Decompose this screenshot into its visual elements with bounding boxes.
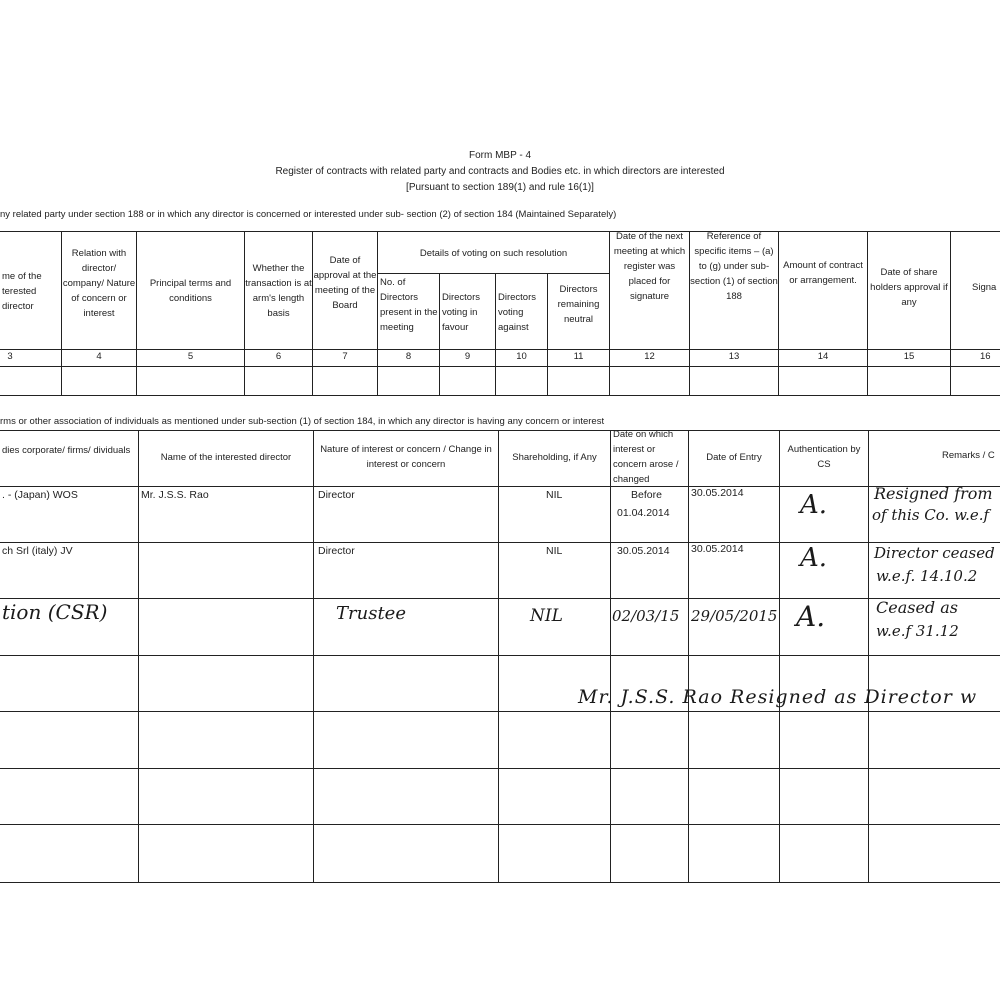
- row3-remarks-line2: w.e.f 31.12: [876, 622, 959, 640]
- s1-colnum: 7: [342, 351, 348, 362]
- row3-nature: Trustee: [336, 603, 406, 624]
- s1-header-relation: Relation with director/ company/ Nature of concern or interest: [62, 248, 136, 319]
- row1-signature: A.: [800, 490, 828, 520]
- s1-header-reference: Reference of specific items – (a) to (g) under sub-section (1) of section 188: [690, 231, 778, 302]
- s1-colnum: 8: [405, 351, 412, 362]
- row2-remarks-line1: Director ceased: [874, 544, 995, 562]
- row1-remarks-line2: of this Co. w.e.f: [872, 506, 990, 524]
- row2-shareholding: NIL: [546, 545, 563, 557]
- row3-shareholding: NIL: [530, 606, 563, 626]
- row1-date-interest-line1: Before: [631, 489, 662, 501]
- row2-nature: Director: [318, 545, 355, 557]
- row3-body: tion (CSR): [2, 600, 108, 624]
- s1-header-directors-present: No. of Directors present in the meeting: [380, 277, 438, 333]
- s1-colnum: 3: [7, 351, 13, 362]
- row2-body: ch Srl (italy) JV: [2, 545, 73, 557]
- form-subtitle: Register of contracts with related party and contracts and Bodies etc. in which directors are interested: [275, 166, 725, 177]
- s2-header-nature: Nature of interest or concern / Change in interest or concern: [320, 444, 492, 470]
- s2-header-date-interest: Date on which interest or concern arose / changed: [613, 429, 679, 485]
- row1-body: . - (Japan) WOS: [2, 489, 78, 501]
- s1-header-voting-against: Directors voting against: [498, 292, 537, 333]
- s1-colnum: 4: [96, 351, 102, 362]
- row1-date-entry: 30.05.2014: [691, 487, 744, 499]
- row1-shareholding: NIL: [546, 489, 563, 501]
- s1-header-next-meeting: Date of the next meeting at which register was placed for signature: [613, 231, 686, 302]
- row2-remarks-line2: w.e.f. 14.10.2: [876, 567, 978, 585]
- section2-heading: rms or other association of individuals as mentioned under sub-section (1) of section 184, in which any director is having any concern or interest: [0, 416, 605, 427]
- s1-colnum: 11: [573, 351, 584, 362]
- s1-header-shareholder-approval: Date of share holders approval if any: [870, 267, 948, 308]
- form-pursuant: [Pursuant to section 189(1) and rule 16(1)]: [406, 182, 594, 193]
- row3-remarks-line1: Ceased as: [876, 598, 959, 617]
- s2-header-director: Name of the interested director: [160, 452, 292, 463]
- s1-colnum: 5: [187, 351, 194, 362]
- s2-header-bodies: dies corporate/ firms/ dividuals: [2, 445, 131, 456]
- row1-nature: Director: [318, 489, 355, 501]
- s2-header-remarks: Remarks / C: [942, 450, 995, 461]
- form-title: Form MBP - 4: [468, 150, 532, 161]
- s1-colnum: 12: [644, 351, 655, 362]
- row2-signature: A.: [800, 543, 828, 573]
- s1-header-voting-group: Details of voting on such resolution: [419, 248, 568, 259]
- s1-colnum: 16: [980, 351, 991, 362]
- s1-header-name: me of the terested director: [2, 271, 42, 312]
- s2-header-shareholding: Shareholding, if Any: [512, 452, 597, 463]
- s1-colnum: 14: [817, 351, 829, 362]
- s1-colnum: 10: [516, 351, 527, 362]
- row2-date-interest: 30.05.2014: [617, 545, 670, 557]
- row3-date-entry: 29/05/2015: [691, 607, 778, 625]
- row1-date-interest-line2: 01.04.2014: [617, 507, 670, 519]
- s1-header-voting-favour: Directors voting in favour: [442, 292, 481, 333]
- s1-header-arms-length: Whether the transaction is at arm's length basis: [245, 263, 312, 319]
- s2-header-date-entry: Date of Entry: [706, 452, 762, 463]
- s1-colnum: 9: [464, 351, 471, 362]
- s1-colnum: 15: [903, 351, 915, 362]
- s1-colnum: 6: [275, 351, 282, 362]
- s1-header-approval-date: Date of approval at the meeting of the Board: [313, 255, 377, 311]
- handwritten-note: Mr. J.S.S. Rao Resigned as Director w: [578, 686, 978, 708]
- s1-colnum: 13: [728, 351, 740, 362]
- s2-header-authentication: Authentication by CS: [787, 444, 861, 470]
- row1-director: Mr. J.S.S. Rao: [141, 489, 209, 501]
- row3-signature: A.: [796, 600, 826, 633]
- section1-heading: ny related party under section 188 or in which any director is concerned or interested under sub- section (2) of section 184 (Maintained Separately): [0, 209, 617, 220]
- row3-date-interest: 02/03/15: [612, 607, 680, 625]
- s1-header-signature: Signa: [972, 282, 997, 293]
- row2-date-entry: 30.05.2014: [691, 543, 744, 555]
- row1-remarks-line1: Resigned from: [874, 484, 993, 503]
- s1-header-terms: Principal terms and conditions: [149, 278, 232, 304]
- s1-header-amount: Amount of contract or arrangement.: [783, 260, 863, 286]
- s1-header-neutral: Directors remaining neutral: [557, 284, 600, 325]
